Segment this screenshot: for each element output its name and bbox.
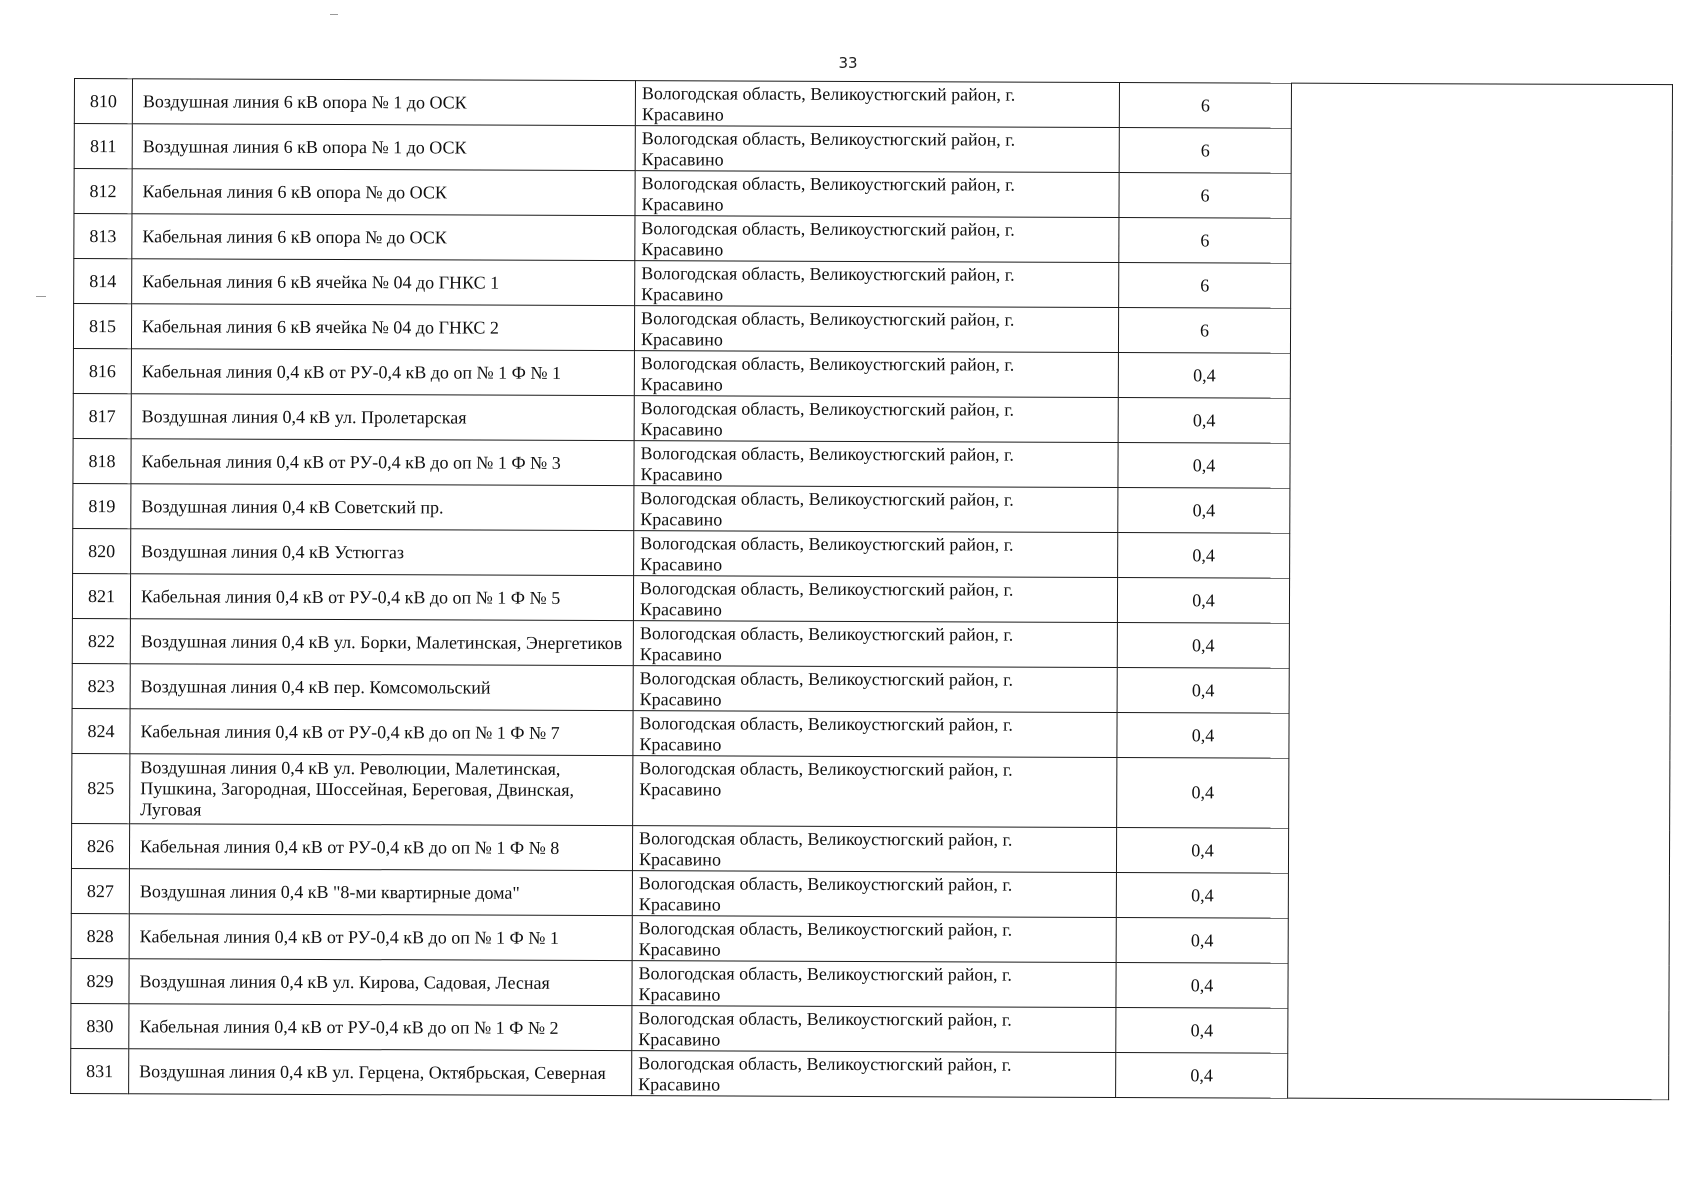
voltage-value: 0,4 bbox=[1117, 623, 1289, 669]
empty-column bbox=[1290, 398, 1671, 444]
voltage-value: 0,4 bbox=[1117, 713, 1289, 759]
address-line-1: Вологодская область, Великоустюгский район, г. bbox=[641, 128, 1016, 150]
empty-column bbox=[1290, 308, 1671, 354]
voltage-value: 0,4 bbox=[1116, 828, 1288, 874]
object-name: Воздушная линия 0,4 кВ "8-ми квартирные дома" bbox=[129, 869, 632, 916]
object-address bbox=[632, 871, 1116, 918]
object-name: Кабельная линия 0,4 кВ от РУ-0,4 кВ до оп № 1 Ф № 3 bbox=[131, 439, 634, 486]
row-number: 826 bbox=[71, 823, 129, 868]
row-number: 812 bbox=[74, 169, 132, 214]
object-address bbox=[634, 351, 1118, 398]
row-number: 823 bbox=[72, 663, 130, 708]
row-number: 821 bbox=[72, 573, 130, 618]
object-address bbox=[632, 961, 1116, 1008]
table-row bbox=[71, 868, 1669, 919]
page-number: 33 bbox=[838, 54, 858, 72]
address-line-1: Вологодская область, Великоустюгский район, г. bbox=[640, 353, 1015, 375]
row-number: 822 bbox=[72, 618, 130, 663]
address-line-2: Красавино bbox=[639, 779, 722, 800]
address-line-1: Вологодская область, Великоустюгский район, г. bbox=[640, 578, 1014, 600]
empty-column bbox=[1290, 488, 1671, 534]
address-line-1: Вологодская область, Великоустюгский район, г. bbox=[638, 1008, 1012, 1030]
table-row bbox=[74, 169, 1672, 220]
address-line-1: Вологодская область, Великоустюгский район, г. bbox=[641, 218, 1015, 240]
object-address bbox=[635, 171, 1119, 218]
address-line-1: Вологодская область, Великоустюгский район, г. bbox=[639, 668, 1014, 690]
voltage-value: 0,4 bbox=[1116, 1053, 1288, 1099]
row-number: 829 bbox=[71, 958, 129, 1003]
row-number: 810 bbox=[74, 79, 132, 124]
table-row bbox=[72, 708, 1670, 759]
object-name: Кабельная линия 6 кВ опора № до ОСК bbox=[132, 214, 635, 261]
row-number: 830 bbox=[71, 1003, 129, 1048]
address-line-2: Красавино bbox=[639, 599, 722, 620]
address-line-1: Вологодская область, Великоустюгский район, г. bbox=[640, 533, 1014, 555]
table-row bbox=[71, 823, 1669, 874]
address-line-1: Вологодская область, Великоустюгский район, г. bbox=[638, 1053, 1012, 1075]
voltage-value: 6 bbox=[1119, 128, 1291, 174]
table-row bbox=[73, 304, 1671, 355]
address-line-1: Вологодская область, Великоустюгский район, г. bbox=[639, 758, 1013, 780]
empty-column bbox=[1291, 218, 1672, 264]
address-line-1: Вологодская область, Великоустюгский район, г. bbox=[641, 173, 1015, 195]
table-row bbox=[73, 483, 1671, 534]
empty-column bbox=[1291, 83, 1672, 129]
object-address bbox=[632, 826, 1116, 873]
row-number: 831 bbox=[71, 1048, 129, 1093]
object-name: Воздушная линия 0,4 кВ ул. Герцена, Октябрьская, Северная bbox=[129, 1049, 632, 1096]
table-row bbox=[74, 259, 1672, 310]
voltage-value: 0,4 bbox=[1116, 963, 1288, 1009]
object-address bbox=[633, 666, 1117, 713]
registry-table bbox=[70, 78, 1673, 1100]
voltage-value: 6 bbox=[1119, 173, 1291, 219]
row-number: 811 bbox=[74, 124, 132, 169]
row-number: 827 bbox=[71, 868, 129, 913]
voltage-value: 6 bbox=[1119, 263, 1291, 309]
empty-column bbox=[1289, 623, 1670, 669]
row-number: 818 bbox=[73, 438, 131, 483]
row-number: 825 bbox=[72, 753, 130, 823]
table-row bbox=[71, 1003, 1669, 1054]
address-line-2: Красавино bbox=[640, 329, 724, 350]
address-line-1: Вологодская область, Великоустюгский район, г. bbox=[640, 488, 1014, 510]
address-line-1: Вологодская область, Великоустюгский район, г. bbox=[639, 828, 1013, 850]
object-address bbox=[634, 441, 1118, 488]
address-line-2: Красавино bbox=[640, 419, 723, 440]
address-line-2: Красавино bbox=[638, 849, 722, 870]
voltage-value: 0,4 bbox=[1117, 668, 1289, 714]
empty-column bbox=[1288, 918, 1669, 964]
object-address bbox=[635, 81, 1119, 128]
address-line-1: Вологодская область, Великоустюгский район, г. bbox=[639, 623, 1014, 645]
row-number: 819 bbox=[73, 483, 131, 528]
voltage-value: 0,4 bbox=[1118, 353, 1290, 399]
table-row bbox=[73, 528, 1671, 579]
object-address bbox=[633, 756, 1117, 828]
table-row bbox=[73, 438, 1671, 489]
table-row bbox=[71, 913, 1669, 964]
scan-artifact bbox=[330, 14, 338, 15]
row-number: 815 bbox=[73, 304, 131, 349]
voltage-value: 0,4 bbox=[1118, 488, 1290, 534]
object-name: Кабельная линия 6 кВ ячейка № 04 до ГНКС 1 bbox=[132, 259, 635, 306]
object-name: Воздушная линия 0,4 кВ пер. Комсомольский bbox=[130, 664, 633, 711]
table-row bbox=[74, 79, 1672, 130]
address-line-2: Красавино bbox=[638, 939, 721, 960]
object-address bbox=[632, 916, 1116, 963]
object-address bbox=[632, 1051, 1116, 1098]
empty-column bbox=[1291, 173, 1672, 219]
object-name: Воздушная линия 6 кВ опора № 1 до ОСК bbox=[132, 124, 635, 171]
table-row bbox=[72, 663, 1670, 714]
object-name: Кабельная линия 0,4 кВ от РУ-0,4 кВ до оп № 1 Ф № 1 bbox=[131, 349, 634, 396]
address-line-2: Красавино bbox=[638, 1074, 721, 1095]
row-number: 817 bbox=[73, 393, 131, 438]
table-row bbox=[72, 618, 1670, 669]
voltage-value: 0,4 bbox=[1116, 1008, 1288, 1054]
row-number: 828 bbox=[71, 913, 129, 958]
address-line-1: Вологодская область, Великоустюгский район, г. bbox=[641, 308, 1015, 330]
object-name: Кабельная линия 0,4 кВ от РУ-0,4 кВ до оп № 1 Ф № 1 bbox=[129, 914, 632, 961]
voltage-value: 0,4 bbox=[1117, 578, 1289, 624]
row-number: 824 bbox=[72, 708, 130, 753]
object-name: Кабельная линия 0,4 кВ от РУ-0,4 кВ до оп № 1 Ф № 8 bbox=[129, 824, 632, 871]
table-row bbox=[72, 753, 1670, 829]
object-name: Воздушная линия 6 кВ опора № 1 до ОСК bbox=[132, 79, 635, 126]
table-row bbox=[73, 348, 1671, 399]
address-line-2: Красавино bbox=[638, 1029, 721, 1050]
address-line-2: Красавино bbox=[639, 689, 722, 710]
object-name: Воздушная линия 0,4 кВ ул. Кирова, Садовая, Лесная bbox=[129, 959, 632, 1006]
empty-column bbox=[1289, 668, 1670, 714]
table-row bbox=[74, 214, 1672, 265]
object-address bbox=[635, 216, 1119, 263]
address-line-2: Красавино bbox=[640, 464, 723, 485]
empty-column bbox=[1291, 263, 1672, 309]
table-row bbox=[72, 573, 1670, 624]
address-line-2: Красавино bbox=[641, 104, 724, 125]
address-line-2: Красавино bbox=[641, 194, 724, 215]
voltage-value: 6 bbox=[1119, 218, 1291, 264]
object-address bbox=[634, 396, 1118, 443]
address-line-2: Красавино bbox=[641, 284, 724, 305]
scan-artifact bbox=[36, 296, 46, 297]
object-address bbox=[635, 261, 1119, 308]
object-name: Воздушная линия 0,4 кВ Устюггаз bbox=[131, 529, 634, 576]
voltage-value: 0,4 bbox=[1116, 873, 1288, 919]
empty-column bbox=[1288, 828, 1669, 874]
object-address bbox=[634, 306, 1118, 353]
table-row bbox=[71, 1048, 1669, 1099]
table-row bbox=[71, 958, 1669, 1009]
row-number: 816 bbox=[73, 348, 131, 393]
empty-column bbox=[1289, 713, 1670, 759]
object-name: Кабельная линия 6 кВ опора № до ОСК bbox=[132, 169, 635, 216]
empty-column bbox=[1289, 578, 1670, 624]
voltage-value: 0,4 bbox=[1117, 758, 1289, 829]
object-name: Кабельная линия 6 кВ ячейка № 04 до ГНКС 2 bbox=[131, 304, 634, 351]
empty-column bbox=[1290, 533, 1671, 579]
empty-column bbox=[1288, 1008, 1669, 1054]
voltage-value: 0,4 bbox=[1118, 443, 1290, 489]
voltage-value: 6 bbox=[1118, 308, 1290, 354]
object-name: Кабельная линия 0,4 кВ от РУ-0,4 кВ до оп № 1 Ф № 2 bbox=[129, 1004, 632, 1051]
object-name: Воздушная линия 0,4 кВ ул. Борки, Малетинская, Энергетиков bbox=[130, 619, 633, 666]
table-body bbox=[71, 79, 1673, 1100]
address-line-2: Красавино bbox=[638, 894, 721, 915]
address-line-1: Вологодская область, Великоустюгский район, г. bbox=[638, 918, 1013, 940]
object-address bbox=[632, 1006, 1116, 1053]
object-address bbox=[633, 711, 1117, 758]
address-line-2: Красавино bbox=[640, 509, 723, 530]
object-name: Воздушная линия 0,4 кВ ул. Пролетарская bbox=[131, 394, 634, 441]
object-name: Воздушная линия 0,4 кВ ул. Революции, Малетинская, Пушкина, Загородная, Шоссейная, Береговая, Двинская, Луговая bbox=[130, 754, 633, 826]
object-address bbox=[634, 486, 1118, 533]
voltage-value: 0,4 bbox=[1118, 398, 1290, 444]
row-number: 820 bbox=[73, 528, 131, 573]
address-line-2: Красавино bbox=[638, 984, 721, 1005]
object-address bbox=[633, 621, 1117, 668]
address-line-2: Красавино bbox=[639, 644, 722, 665]
row-number: 813 bbox=[74, 214, 132, 259]
empty-column bbox=[1288, 963, 1669, 1009]
address-line-2: Красавино bbox=[641, 149, 724, 170]
empty-column bbox=[1288, 873, 1669, 919]
object-name: Кабельная линия 0,4 кВ от РУ-0,4 кВ до оп № 1 Ф № 5 bbox=[130, 574, 633, 621]
empty-column bbox=[1291, 128, 1672, 174]
object-address bbox=[634, 531, 1118, 578]
empty-column bbox=[1290, 353, 1671, 399]
row-number: 814 bbox=[74, 259, 132, 304]
voltage-value: 0,4 bbox=[1116, 918, 1288, 964]
address-line-1: Вологодская область, Великоустюгский район, г. bbox=[641, 263, 1015, 285]
empty-column bbox=[1289, 758, 1670, 829]
address-line-1: Вологодская область, Великоустюгский район, г. bbox=[640, 443, 1014, 465]
address-line-1: Вологодская область, Великоустюгский район, г. bbox=[641, 83, 1016, 105]
object-name: Воздушная линия 0,4 кВ Советский пр. bbox=[131, 484, 634, 531]
address-line-2: Красавино bbox=[641, 239, 724, 260]
empty-column bbox=[1290, 443, 1671, 489]
address-line-1: Вологодская область, Великоустюгский район, г. bbox=[638, 963, 1012, 985]
address-line-1: Вологодская область, Великоустюгский район, г. bbox=[639, 713, 1013, 735]
object-address bbox=[633, 576, 1117, 623]
address-line-2: Красавино bbox=[640, 374, 723, 395]
voltage-value: 0,4 bbox=[1118, 533, 1290, 579]
address-line-2: Красавино bbox=[639, 734, 722, 755]
object-name: Кабельная линия 0,4 кВ от РУ-0,4 кВ до оп № 1 Ф № 7 bbox=[130, 709, 633, 756]
object-address bbox=[635, 126, 1119, 173]
address-line-1: Вологодская область, Великоустюгский район, г. bbox=[638, 873, 1013, 895]
table-row bbox=[73, 393, 1671, 444]
table-row bbox=[74, 124, 1672, 175]
address-line-1: Вологодская область, Великоустюгский район, г. bbox=[640, 398, 1015, 420]
address-line-2: Красавино bbox=[640, 554, 723, 575]
voltage-value: 6 bbox=[1119, 83, 1291, 129]
empty-column bbox=[1288, 1053, 1669, 1099]
